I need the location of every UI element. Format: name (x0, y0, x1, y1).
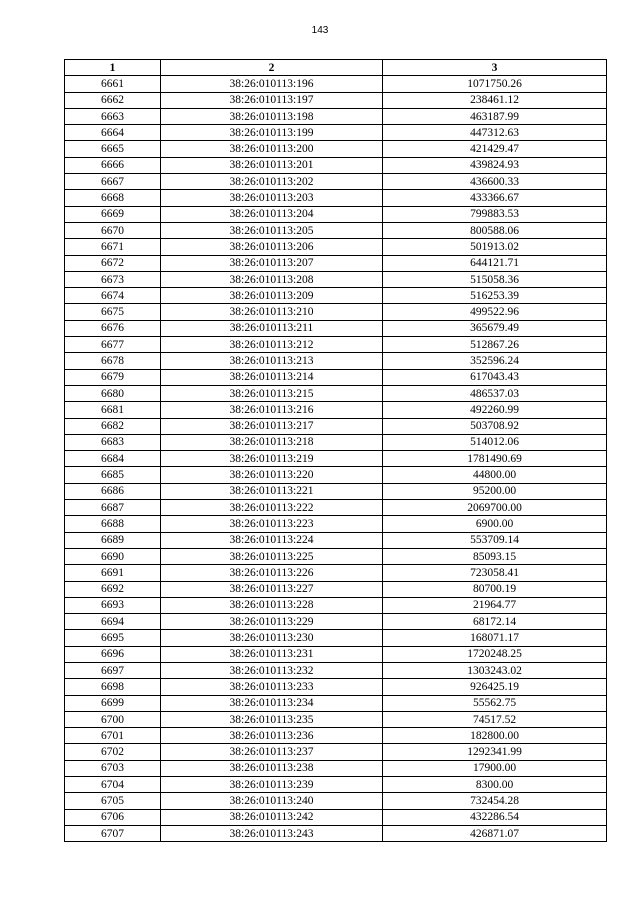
value-cell: 421429.47 (383, 141, 607, 157)
value-cell: 516253.39 (383, 288, 607, 304)
row-number-cell: 6687 (65, 500, 161, 516)
cadastral-number-cell: 38:26:010113:231 (161, 646, 383, 662)
column-header-2: 2 (161, 60, 383, 76)
cadastral-number-cell: 38:26:010113:204 (161, 206, 383, 222)
cadastral-number-cell: 38:26:010113:199 (161, 125, 383, 141)
cadastral-number-cell: 38:26:010113:196 (161, 76, 383, 92)
table-row (65, 500, 607, 516)
table-row (65, 451, 607, 467)
page-number: 143 (311, 25, 329, 36)
row-number-cell: 6686 (65, 483, 161, 499)
row-number-cell: 6701 (65, 728, 161, 744)
cadastral-number-cell: 38:26:010113:203 (161, 190, 383, 206)
table-row (65, 760, 607, 776)
table-row (65, 646, 607, 662)
table-row (65, 548, 607, 564)
row-number-cell: 6661 (65, 76, 161, 92)
cadastral-number-cell: 38:26:010113:200 (161, 141, 383, 157)
value-cell: 8300.00 (383, 777, 607, 793)
row-number-cell: 6696 (65, 646, 161, 662)
row-number-cell: 6673 (65, 271, 161, 287)
table-row (65, 744, 607, 760)
row-number-cell: 6679 (65, 369, 161, 385)
value-cell: 433366.67 (383, 190, 607, 206)
cadastral-number-cell: 38:26:010113:242 (161, 809, 383, 825)
row-number-cell: 6678 (65, 353, 161, 369)
value-cell: 352596.24 (383, 353, 607, 369)
table-row (65, 108, 607, 124)
cadastral-number-cell: 38:26:010113:243 (161, 825, 383, 841)
row-number-cell: 6683 (65, 434, 161, 450)
value-cell: 439824.93 (383, 157, 607, 173)
header-row (65, 60, 607, 76)
row-number-cell: 6675 (65, 304, 161, 320)
cadastral-number-cell: 38:26:010113:219 (161, 451, 383, 467)
value-cell: 238461.12 (383, 92, 607, 108)
cadastral-number-cell: 38:26:010113:209 (161, 288, 383, 304)
cadastral-number-cell: 38:26:010113:221 (161, 483, 383, 499)
table-row (65, 174, 607, 190)
value-cell: 74517.52 (383, 711, 607, 727)
row-number-cell: 6682 (65, 418, 161, 434)
table-row (65, 597, 607, 613)
table-row (65, 222, 607, 238)
table-row (65, 157, 607, 173)
row-number-cell: 6702 (65, 744, 161, 760)
row-number-cell: 6691 (65, 565, 161, 581)
cadastral-number-cell: 38:26:010113:234 (161, 695, 383, 711)
row-number-cell: 6668 (65, 190, 161, 206)
row-number-cell: 6694 (65, 614, 161, 630)
cadastral-number-cell: 38:26:010113:206 (161, 239, 383, 255)
value-cell: 85093.15 (383, 548, 607, 564)
row-number-cell: 6690 (65, 548, 161, 564)
cadastral-number-cell: 38:26:010113:198 (161, 108, 383, 124)
table-row (65, 369, 607, 385)
value-cell: 503708.92 (383, 418, 607, 434)
row-number-cell: 6681 (65, 402, 161, 418)
value-cell: 1720248.25 (383, 646, 607, 662)
value-cell: 512867.26 (383, 337, 607, 353)
table-row (65, 581, 607, 597)
table-row (65, 337, 607, 353)
table-row (65, 516, 607, 532)
cadastral-number-cell: 38:26:010113:230 (161, 630, 383, 646)
cadastral-number-cell: 38:26:010113:228 (161, 597, 383, 613)
row-number-cell: 6685 (65, 467, 161, 483)
cadastral-number-cell: 38:26:010113:208 (161, 271, 383, 287)
table-row (65, 76, 607, 92)
table-row (65, 532, 607, 548)
cadastral-number-cell: 38:26:010113:210 (161, 304, 383, 320)
value-cell: 617043.43 (383, 369, 607, 385)
cadastral-number-cell: 38:26:010113:238 (161, 760, 383, 776)
row-number-cell: 6670 (65, 222, 161, 238)
value-cell: 515058.36 (383, 271, 607, 287)
table-row (65, 434, 607, 450)
cadastral-number-cell: 38:26:010113:212 (161, 337, 383, 353)
table-row (65, 402, 607, 418)
row-number-cell: 6703 (65, 760, 161, 776)
row-number-cell: 6669 (65, 206, 161, 222)
value-cell: 514012.06 (383, 434, 607, 450)
table-row (65, 662, 607, 678)
row-number-cell: 6688 (65, 516, 161, 532)
row-number-cell: 6684 (65, 451, 161, 467)
table-row (65, 141, 607, 157)
value-cell: 1071750.26 (383, 76, 607, 92)
value-cell: 44800.00 (383, 467, 607, 483)
row-number-cell: 6664 (65, 125, 161, 141)
cadastral-number-cell: 38:26:010113:202 (161, 174, 383, 190)
cadastral-number-cell: 38:26:010113:239 (161, 777, 383, 793)
value-cell: 21964.77 (383, 597, 607, 613)
cadastral-number-cell: 38:26:010113:226 (161, 565, 383, 581)
cadastral-number-cell: 38:26:010113:217 (161, 418, 383, 434)
table-row (65, 418, 607, 434)
table-row (65, 630, 607, 646)
table-row (65, 614, 607, 630)
table-row (65, 467, 607, 483)
row-number-cell: 6692 (65, 581, 161, 597)
table-row (65, 483, 607, 499)
column-header-3: 3 (383, 60, 607, 76)
row-number-cell: 6707 (65, 825, 161, 841)
table-body (65, 76, 607, 842)
value-cell: 1292341.99 (383, 744, 607, 760)
row-number-cell: 6697 (65, 662, 161, 678)
table-row (65, 92, 607, 108)
row-number-cell: 6671 (65, 239, 161, 255)
cadastral-number-cell: 38:26:010113:240 (161, 793, 383, 809)
table-row (65, 809, 607, 825)
value-cell: 499522.96 (383, 304, 607, 320)
value-cell: 799883.53 (383, 206, 607, 222)
value-cell: 800588.06 (383, 222, 607, 238)
cadastral-number-cell: 38:26:010113:207 (161, 255, 383, 271)
table-row (65, 695, 607, 711)
cadastral-number-cell: 38:26:010113:214 (161, 369, 383, 385)
cadastral-number-cell: 38:26:010113:201 (161, 157, 383, 173)
cadastral-number-cell: 38:26:010113:236 (161, 728, 383, 744)
table-row (65, 711, 607, 727)
table-row (65, 190, 607, 206)
cadastral-number-cell: 38:26:010113:223 (161, 516, 383, 532)
value-cell: 644121.71 (383, 255, 607, 271)
table-row (65, 206, 607, 222)
cadastral-number-cell: 38:26:010113:218 (161, 434, 383, 450)
table-header (65, 60, 607, 76)
row-number-cell: 6695 (65, 630, 161, 646)
table-row (65, 239, 607, 255)
row-number-cell: 6666 (65, 157, 161, 173)
value-cell: 501913.02 (383, 239, 607, 255)
column-header-1: 1 (65, 60, 161, 76)
value-cell: 6900.00 (383, 516, 607, 532)
value-cell: 447312.63 (383, 125, 607, 141)
cadastral-number-cell: 38:26:010113:211 (161, 320, 383, 336)
value-cell: 723058.41 (383, 565, 607, 581)
cadastral-number-cell: 38:26:010113:227 (161, 581, 383, 597)
value-cell: 1781490.69 (383, 451, 607, 467)
value-cell: 553709.14 (383, 532, 607, 548)
cadastral-number-cell: 38:26:010113:213 (161, 353, 383, 369)
row-number-cell: 6704 (65, 777, 161, 793)
row-number-cell: 6689 (65, 532, 161, 548)
cadastral-number-cell: 38:26:010113:205 (161, 222, 383, 238)
row-number-cell: 6667 (65, 174, 161, 190)
table-row (65, 825, 607, 841)
row-number-cell: 6706 (65, 809, 161, 825)
row-number-cell: 6676 (65, 320, 161, 336)
value-cell: 432286.54 (383, 809, 607, 825)
value-cell: 436600.33 (383, 174, 607, 190)
value-cell: 168071.17 (383, 630, 607, 646)
cadastral-number-cell: 38:26:010113:235 (161, 711, 383, 727)
row-number-cell: 6699 (65, 695, 161, 711)
value-cell: 426871.07 (383, 825, 607, 841)
cadastral-number-cell: 38:26:010113:237 (161, 744, 383, 760)
value-cell: 2069700.00 (383, 500, 607, 516)
value-cell: 80700.19 (383, 581, 607, 597)
cadastral-number-cell: 38:26:010113:197 (161, 92, 383, 108)
cadastral-number-cell: 38:26:010113:215 (161, 385, 383, 401)
data-table (64, 59, 607, 842)
row-number-cell: 6677 (65, 337, 161, 353)
table-row (65, 288, 607, 304)
value-cell: 55562.75 (383, 695, 607, 711)
cadastral-number-cell: 38:26:010113:232 (161, 662, 383, 678)
row-number-cell: 6698 (65, 679, 161, 695)
cadastral-number-cell: 38:26:010113:216 (161, 402, 383, 418)
cadastral-number-cell: 38:26:010113:220 (161, 467, 383, 483)
cadastral-number-cell: 38:26:010113:222 (161, 500, 383, 516)
table-row (65, 304, 607, 320)
cadastral-number-cell: 38:26:010113:229 (161, 614, 383, 630)
value-cell: 17900.00 (383, 760, 607, 776)
table-row (65, 353, 607, 369)
row-number-cell: 6680 (65, 385, 161, 401)
row-number-cell: 6662 (65, 92, 161, 108)
value-cell: 1303243.02 (383, 662, 607, 678)
row-number-cell: 6674 (65, 288, 161, 304)
row-number-cell: 6700 (65, 711, 161, 727)
table-row (65, 255, 607, 271)
row-number-cell: 6705 (65, 793, 161, 809)
row-number-cell: 6663 (65, 108, 161, 124)
row-number-cell: 6693 (65, 597, 161, 613)
row-number-cell: 6672 (65, 255, 161, 271)
value-cell: 732454.28 (383, 793, 607, 809)
value-cell: 463187.99 (383, 108, 607, 124)
cadastral-number-cell: 38:26:010113:233 (161, 679, 383, 695)
table-row (65, 385, 607, 401)
cadastral-number-cell: 38:26:010113:224 (161, 532, 383, 548)
value-cell: 365679.49 (383, 320, 607, 336)
value-cell: 68172.14 (383, 614, 607, 630)
table-row (65, 777, 607, 793)
cadastral-number-cell: 38:26:010113:225 (161, 548, 383, 564)
value-cell: 492260.99 (383, 402, 607, 418)
table-row (65, 728, 607, 744)
value-cell: 182800.00 (383, 728, 607, 744)
table-row (65, 793, 607, 809)
table-row (65, 125, 607, 141)
value-cell: 486537.03 (383, 385, 607, 401)
row-number-cell: 6665 (65, 141, 161, 157)
table-row (65, 679, 607, 695)
value-cell: 95200.00 (383, 483, 607, 499)
table-row (65, 320, 607, 336)
value-cell: 926425.19 (383, 679, 607, 695)
table-row (65, 565, 607, 581)
table-row (65, 271, 607, 287)
